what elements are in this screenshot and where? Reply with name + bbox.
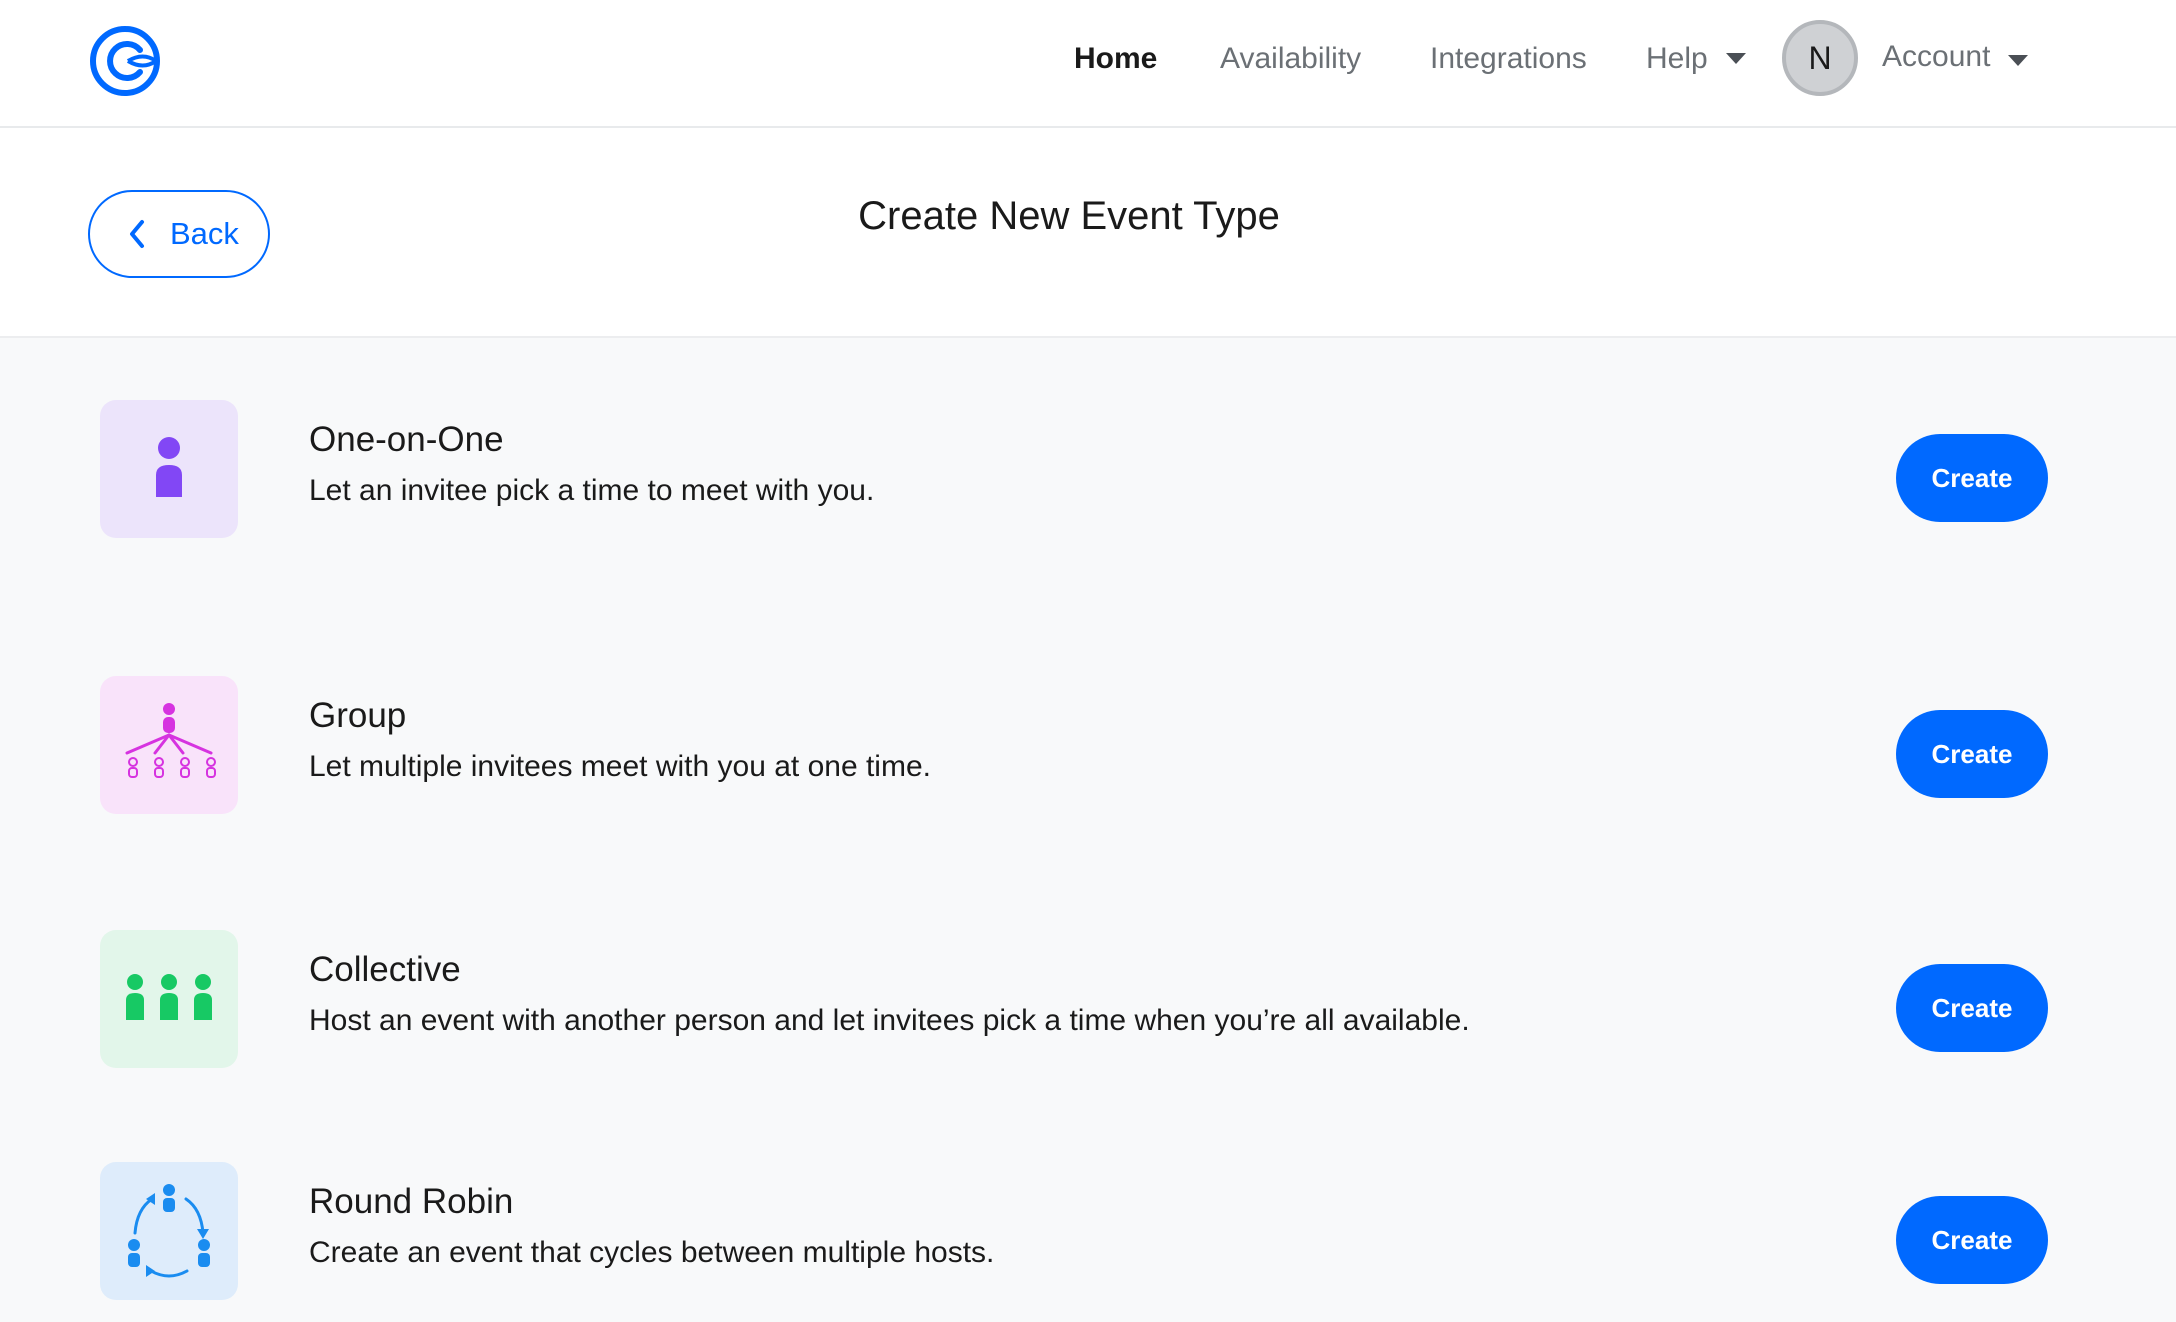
event-type-tile xyxy=(100,930,238,1068)
page-header xyxy=(0,128,2176,338)
nav-help-menu[interactable] xyxy=(1646,42,1746,76)
nav-integrations[interactable]: Integrations xyxy=(1430,42,1587,75)
page-title: Create New Event Type xyxy=(858,194,1280,238)
nav-help-label: Help xyxy=(1646,42,1708,75)
avatar[interactable]: N xyxy=(1782,20,1858,96)
nav-home[interactable]: Home xyxy=(1074,42,1158,75)
event-type-row-one-on-one xyxy=(0,400,2176,540)
event-type-description: Create an event that cycles between multiple hosts. xyxy=(309,1236,995,1269)
event-type-title: Round Robin xyxy=(309,1182,514,1221)
group-icon xyxy=(119,695,219,795)
event-type-title: Collective xyxy=(309,950,461,989)
collective-icon xyxy=(124,974,214,1024)
event-type-title: One-on-One xyxy=(309,420,504,459)
event-type-title: Group xyxy=(309,696,407,735)
event-type-description: Host an event with another person and let invitees pick a time when you’re all available. xyxy=(309,1004,1470,1037)
event-type-tile xyxy=(100,1162,238,1300)
nav-account-label: Account xyxy=(1882,40,1991,73)
event-type-description: Let an invitee pick a time to meet with you. xyxy=(309,474,875,507)
one-on-one-icon xyxy=(149,437,189,501)
nav-account-menu[interactable] xyxy=(1882,40,2028,74)
round-robin-icon xyxy=(119,1181,219,1281)
nav-availability[interactable]: Availability xyxy=(1220,42,1362,75)
chevron-down-icon xyxy=(1726,53,1746,64)
create-collective-button[interactable]: Create xyxy=(1896,964,2048,1052)
calendly-logo-icon[interactable] xyxy=(88,24,162,98)
create-group-button[interactable]: Create xyxy=(1896,710,2048,798)
event-type-tile xyxy=(100,676,238,814)
chevron-down-icon xyxy=(2008,55,2028,66)
event-type-row-round-robin xyxy=(0,1162,2176,1302)
create-round-robin-button[interactable]: Create xyxy=(1896,1196,2048,1284)
event-type-description: Let multiple invitees meet with you at one time. xyxy=(309,750,931,783)
event-type-row-group xyxy=(0,676,2176,816)
event-type-tile xyxy=(100,400,238,538)
event-type-row-collective xyxy=(0,930,2176,1070)
top-navigation-bar xyxy=(0,0,2176,128)
create-one-on-one-button[interactable]: Create xyxy=(1896,434,2048,522)
back-button-label: Back xyxy=(170,216,239,251)
